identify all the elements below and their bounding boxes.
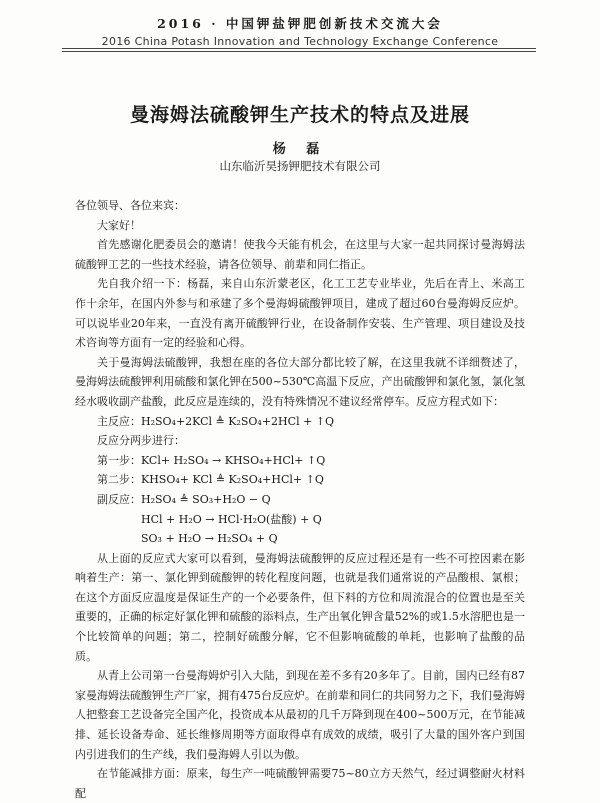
paragraph-2: 先自我介绍一下：杨磊，来自山东沂蒙老区，化工工艺专业毕业，先后在青上、米高工作十余年，在国内外参与和承建了多个曼海姆硫酸钾项目，建成了超过60台曼海姆反应炉。可以说毕业20年来，一直没有离开硫酸钾行业，在设备制作安装、生产管理、项目建设及技术咨询等方面有一定的经验和心得。 (75, 277, 525, 350)
paragraph-4: 从上面的反应式大家可以看到，曼海姆法硫酸钾的反应过程还是有一些不可控因素在影响着生产：第一、氯化钾到硫酸钾的转化程度问题，也就是我们通常说的产品酸根、氯根；在这个方面反应温度是保证生产的一个必要条件，但下料的方位和周流混合的位置也是至关重要的，正确的标定好氯化钾和硫酸的添料点，生产出氧化钾含量52%的或1.5水溶肥也是一个比较简单的问题；第二，控制好硫酸分解，它不但影响硫酸的单耗，也影响了盐酸的品质。 (75, 551, 525, 663)
paragraph-5: 从青上公司第一台曼海姆炉引入大陆，到现在差不多有20多年了。目前，国内已经有87家曼海姆法硫酸钾生产厂家，拥有475台反应炉。在前辈和同仁的共同努力之下，我们曼海姆人把整套工艺设备完全国产化，投资成本从最初的几千万降到现在400~500万元，在节能减排、延长设备寿命、延长维修周期等方面取得卓有成效的成绩，吸引了大量的国外客户到国内引进我们的生产线，我们曼海姆人引以为傲。 (75, 669, 525, 761)
equation-step-1: 第一步：KCl+ H₂SO₄ → KHSO₄+HCl+ ↑Q (97, 453, 326, 467)
equation-main: 主反应：H₂SO₄+2KCl ≜ K₂SO₄+2HCl + ↑Q (97, 414, 335, 428)
equation-side-1: 副反应：H₂SO₄ ≜ SO₃+H₂O − Q (97, 492, 271, 506)
conference-title-en: 2016 China Potash Innovation and Technology Exchange Conference (101, 35, 499, 48)
greeting: 各位领导、各位来宾： (75, 199, 185, 212)
equation-side-3: SO₃ + H₂O → H₂SO₄ + Q (141, 532, 278, 546)
header-rule (62, 48, 536, 49)
paragraph-1: 首先感谢化肥委员会的邀请！使我今天能有机会，在这里与大家一起共同探讨曼海姆法硫酸钾工艺的一些技术经验，请各位领导、前辈和同仁指正。 (75, 238, 525, 271)
equation-steps-label: 反应分两步进行： (97, 434, 185, 448)
hello: 大家好！ (97, 218, 141, 232)
affiliation: 山东临沂昊扬钾肥技术有限公司 (219, 159, 381, 173)
conference-title-cn: 2016 · 中国钾盐钾肥创新技术交流大会 (157, 16, 443, 31)
equation-side-2: HCl + H₂O → HCl·H₂O(盐酸) + Q (141, 512, 322, 526)
paper-title: 曼海姆法硫酸钾生产技术的特点及进展 (129, 104, 470, 126)
author: 杨 磊 (272, 142, 328, 157)
paper-body (75, 196, 525, 800)
paragraph-6: 在节能减排方面：原来，每生产一吨硫酸钾需要75~80立方天然气，经过调整耐火材料配 (75, 767, 525, 800)
conference-header (0, 14, 600, 48)
equation-step-2: 第二步：KHSO₄+ KCl ≜ K₂SO₄+HCl+ ↑Q (97, 473, 324, 487)
paragraph-3: 关于曼海姆法硫酸钾，我想在座的各位大部分都比较了解，在这里我就不详细赘述了，曼海姆法硫酸钾利用硫酸和氯化钾在500~530℃高温下反应，产出硫酸钾和氯化氢，氯化氢经水吸收副产盐酸，此反应是连续的，没有特殊情况不建议经常停车。反应方程式如下： (75, 355, 525, 408)
header-rule-double (62, 51, 536, 52)
